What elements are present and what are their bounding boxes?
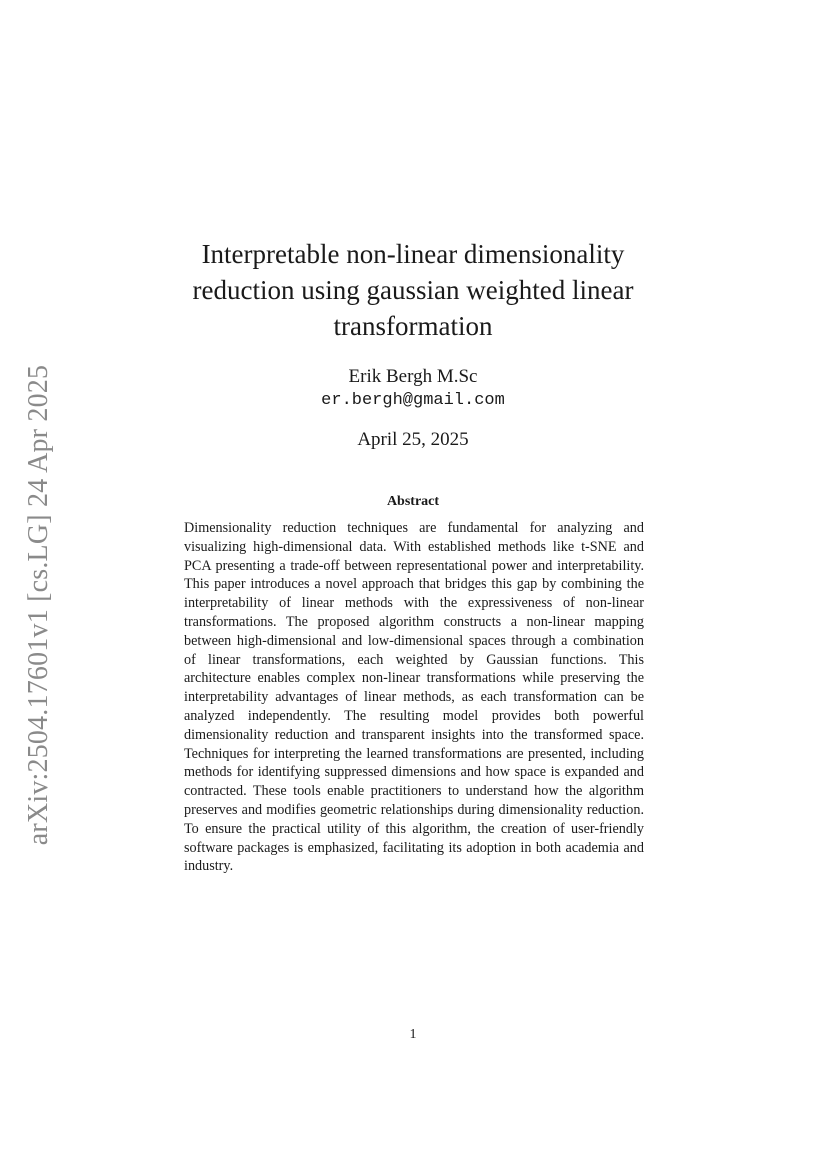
- abstract-heading: Abstract: [386, 494, 440, 509]
- publication-date: April 25, 2025: [357, 429, 469, 450]
- paper-title: [150, 236, 676, 344]
- title-line: transformation: [333, 311, 493, 341]
- title-line: Interpretable non-linear dimensionality: [201, 239, 625, 269]
- page-number: 1: [409, 1027, 417, 1042]
- author-name: Erik Bergh M.Sc: [348, 366, 478, 387]
- abstract-text: Dimensionality reduction techniques are fundamental for analyzing and visualizing high-dimensional data. With established methods like t-SNE and PCA presenting a trade-off between representational power and interpretability. This paper introduces a novel approach that bridges this gap by combining the interpretability of linear methods with the expressiveness of non-linear transformations. The proposed algorithm constructs a non-linear mapping between high-dimensional and low-dimensional spaces through a combination of linear transformations, each weighted by Gaussian functions. This architecture enables complex non-linear transformations while preserving the interpretability advantages of linear methods, as each transformation can be analyzed independently. The resulting model provides both powerful dimensionality reduction and transparent insights into the transformed space. Techniques for interpreting the learned transformations are presented, including methods for identifying suppressed dimensions and how space is expanded and contracted. These tools enable practitioners to understand how the algorithm preserves and modifies geometric relationships during dimensionality reduction. To ensure the practical utility of this algorithm, the creation of user-friendly software packages is emphasized, facilitating its adoption in both academia and industry.: [184, 520, 644, 875]
- author-email: er.bergh@gmail.com: [321, 391, 505, 410]
- title-line: reduction using gaussian weighted linear: [192, 275, 634, 305]
- arxiv-identifier-stamp: arXiv:2504.17601v1 [cs.LG] 24 Apr 2025: [23, 364, 54, 846]
